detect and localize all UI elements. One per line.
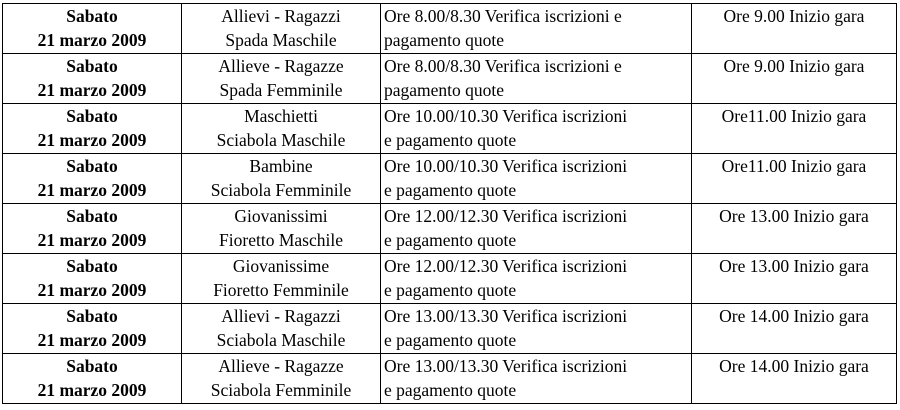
- weapon-text: Sciabola Maschile: [216, 130, 346, 150]
- check-in-cell: [381, 304, 692, 354]
- date-text: 21 marzo 2009: [37, 380, 147, 400]
- category-text: Allievi - Ragazzi: [221, 6, 341, 26]
- start-cell: [692, 354, 897, 404]
- table-row: [3, 154, 897, 204]
- start-text: Ore11.00 Inizio gara: [721, 106, 867, 126]
- date-cell: [3, 204, 182, 254]
- start-cell: [692, 4, 897, 54]
- start-text: Ore 9.00 Inizio gara: [723, 6, 865, 26]
- category-text: Bambine: [249, 156, 313, 176]
- date-cell: [3, 154, 182, 204]
- check-in-cell: [381, 354, 692, 404]
- date-cell: [3, 104, 182, 154]
- check-in-cell: [381, 204, 692, 254]
- weapon-text: Sciabola Femminile: [210, 380, 352, 400]
- check-in-line1: Ore 8.00/8.30 Verifica iscrizioni e: [384, 56, 622, 76]
- weapon-text: Sciabola Maschile: [216, 330, 346, 350]
- start-text: Ore 9.00 Inizio gara: [723, 56, 865, 76]
- check-in-cell: [381, 104, 692, 154]
- check-in-line2: e pagamento quote: [384, 180, 517, 200]
- start-cell: [692, 54, 897, 104]
- check-in-cell: [381, 4, 692, 54]
- weapon-text: Fioretto Femminile: [213, 280, 349, 300]
- check-in-line1: Ore 13.00/13.30 Verifica iscrizioni: [384, 356, 628, 376]
- check-in-cell: [381, 154, 692, 204]
- start-cell: [692, 104, 897, 154]
- check-in-line1: Ore 10.00/10.30 Verifica iscrizioni: [384, 106, 628, 126]
- day-text: Sabato: [66, 6, 118, 26]
- check-in-cell: [381, 254, 692, 304]
- check-in-line2: e pagamento quote: [384, 280, 517, 300]
- day-text: Sabato: [66, 56, 118, 76]
- start-cell: [692, 254, 897, 304]
- day-text: Sabato: [66, 256, 118, 276]
- schedule-body: [3, 4, 897, 404]
- date-text: 21 marzo 2009: [37, 30, 147, 50]
- table-row: [3, 54, 897, 104]
- date-cell: [3, 54, 182, 104]
- start-text: Ore 13.00 Inizio gara: [719, 256, 869, 276]
- check-in-line2: pagamento quote: [384, 30, 505, 50]
- weapon-text: Fioretto Maschile: [219, 230, 343, 250]
- start-text: Ore 13.00 Inizio gara: [719, 206, 869, 226]
- category-text: Maschietti: [244, 106, 318, 126]
- competition-schedule-table: [2, 3, 897, 404]
- check-in-line1: Ore 12.00/12.30 Verifica iscrizioni: [384, 256, 628, 276]
- day-text: Sabato: [66, 356, 118, 376]
- date-cell: [3, 304, 182, 354]
- start-cell: [692, 154, 897, 204]
- check-in-line2: e pagamento quote: [384, 330, 517, 350]
- check-in-line2: e pagamento quote: [384, 380, 517, 400]
- table-row: [3, 354, 897, 404]
- category-cell: [182, 54, 381, 104]
- table-row: [3, 304, 897, 354]
- weapon-text: Sciabola Femminile: [210, 180, 352, 200]
- category-cell: [182, 204, 381, 254]
- date-text: 21 marzo 2009: [37, 280, 147, 300]
- table-row: [3, 204, 897, 254]
- start-text: Ore11.00 Inizio gara: [721, 156, 867, 176]
- category-cell: [182, 154, 381, 204]
- check-in-line1: Ore 8.00/8.30 Verifica iscrizioni e: [384, 6, 622, 26]
- category-cell: [182, 254, 381, 304]
- day-text: Sabato: [66, 156, 118, 176]
- check-in-line1: Ore 12.00/12.30 Verifica iscrizioni: [384, 206, 628, 226]
- start-text: Ore 14.00 Inizio gara: [719, 306, 869, 326]
- category-text: Allievi - Ragazzi: [221, 306, 341, 326]
- date-cell: [3, 254, 182, 304]
- day-text: Sabato: [66, 206, 118, 226]
- category-cell: [182, 304, 381, 354]
- table-row: [3, 104, 897, 154]
- check-in-line2: e pagamento quote: [384, 230, 517, 250]
- category-text: Giovanissimi: [234, 206, 328, 226]
- category-text: Allieve - Ragazze: [218, 56, 344, 76]
- day-text: Sabato: [66, 106, 118, 126]
- start-cell: [692, 304, 897, 354]
- date-text: 21 marzo 2009: [37, 180, 147, 200]
- day-text: Sabato: [66, 306, 118, 326]
- check-in-cell: [381, 54, 692, 104]
- date-text: 21 marzo 2009: [37, 130, 147, 150]
- date-text: 21 marzo 2009: [37, 80, 147, 100]
- check-in-line2: e pagamento quote: [384, 130, 517, 150]
- category-text: Giovanissime: [232, 256, 330, 276]
- table-row: [3, 4, 897, 54]
- start-cell: [692, 204, 897, 254]
- date-text: 21 marzo 2009: [37, 330, 147, 350]
- category-cell: [182, 104, 381, 154]
- check-in-line1: Ore 13.00/13.30 Verifica iscrizioni: [384, 306, 628, 326]
- start-text: Ore 14.00 Inizio gara: [719, 356, 869, 376]
- table-row: [3, 254, 897, 304]
- date-cell: [3, 4, 182, 54]
- date-cell: [3, 354, 182, 404]
- date-text: 21 marzo 2009: [37, 230, 147, 250]
- check-in-line2: pagamento quote: [384, 80, 505, 100]
- category-cell: [182, 354, 381, 404]
- category-text: Allieve - Ragazze: [218, 356, 344, 376]
- category-cell: [182, 4, 381, 54]
- weapon-text: Spada Femminile: [219, 80, 343, 100]
- check-in-line1: Ore 10.00/10.30 Verifica iscrizioni: [384, 156, 628, 176]
- weapon-text: Spada Maschile: [225, 30, 337, 50]
